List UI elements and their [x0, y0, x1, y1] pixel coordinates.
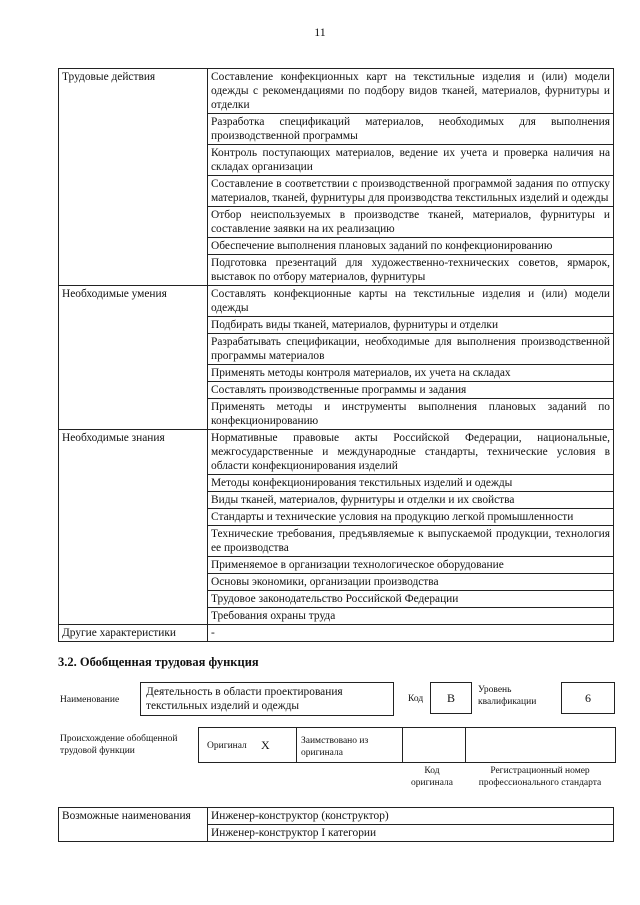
possible-names-table — [58, 807, 614, 842]
group-item: - — [208, 625, 614, 642]
group-item: Составлять конфекционные карты на текстильные изделия и (или) модели одежды — [208, 286, 614, 317]
group-item: Стандарты и технические условия на продукцию легкой промышленности — [208, 509, 614, 526]
group-item: Составление в соответствии с производственной программой задания по отпуску материалов, тканей, фурнитуры для производства текстильных изделий и одежды — [208, 176, 614, 207]
group-item: Контроль поступающих материалов, ведение их учета и проверка наличия на складах организации — [208, 145, 614, 176]
group-item: Методы конфекционирования текстильных изделий и одежды — [208, 475, 614, 492]
code-label: Код — [408, 694, 424, 704]
section-heading: 3.2. Обобщенная трудовая функция — [58, 655, 259, 669]
divider — [402, 728, 403, 762]
table-row — [59, 625, 614, 642]
labor-functions-table — [58, 68, 614, 642]
origin-code-caption: Код оригинала — [411, 766, 453, 788]
name-label: Наименование — [60, 695, 120, 705]
possible-name-item: Инженер-конструктор I категории — [208, 825, 614, 842]
reg-number-caption: Регистрационный номер профессионального стандарта — [478, 766, 602, 788]
origin-box — [198, 727, 616, 763]
group-item: Основы экономики, организации производства — [208, 574, 614, 591]
group-item: Применять методы контроля материалов, их учета на складах — [208, 365, 614, 382]
group-item: Требования охраны труда — [208, 608, 614, 625]
divider — [465, 728, 466, 762]
table-row — [59, 286, 614, 317]
original-mark: X — [261, 738, 270, 752]
table-row — [59, 69, 614, 114]
divider — [296, 728, 297, 762]
group-item: Виды тканей, материалов, фурнитуры и отделки и их свойства — [208, 492, 614, 509]
original-label: Оригинал — [207, 741, 247, 751]
page-number: 11 — [314, 25, 326, 39]
possible-names-label: Возможные наименования — [59, 808, 208, 842]
borrowed-label: Заимствовано из оригинала — [301, 736, 369, 758]
table-row — [59, 430, 614, 475]
group-item: Разрабатывать спецификации, необходимые для выполнения производственной программы материалов — [208, 334, 614, 365]
group-item: Отбор неиспользуемых в производстве тканей, материалов, фурнитуры и составление заявки на их реализацию — [208, 207, 614, 238]
group-item: Разработка спецификаций материалов, необходимых для выполнения производственной программы — [208, 114, 614, 145]
possible-name-item: Инженер-конструктор (конструктор) — [208, 808, 614, 825]
group-label: Трудовые действия — [59, 69, 208, 286]
group-item: Составление конфекционных карт на текстильные изделия и (или) модели одежды с рекомендациями по подбору видов тканей, материалов, фурнитуры и отделки — [208, 69, 614, 114]
group-item: Применять методы и инструменты выполнения плановых заданий по конфекционированию — [208, 399, 614, 430]
group-item: Подбирать виды тканей, материалов, фурнитуры и отделки — [208, 317, 614, 334]
group-label: Необходимые знания — [59, 430, 208, 625]
level-value: 6 — [561, 682, 615, 714]
group-item: Трудовое законодательство Российской Федерации — [208, 591, 614, 608]
code-value: B — [430, 682, 472, 714]
name-value: Деятельность в области проектирования текстильных изделий и одежды — [146, 686, 343, 712]
group-item: Применяемое в организации технологическое оборудование — [208, 557, 614, 574]
name-box — [140, 682, 394, 716]
group-item: Технические требования, предъявляемые к выпускаемой продукции, технология ее производства — [208, 526, 614, 557]
group-label: Другие характеристики — [59, 625, 208, 642]
group-item: Обеспечение выполнения плановых заданий по конфекционированию — [208, 238, 614, 255]
origin-label: Происхождение обобщенной трудовой функции — [60, 734, 178, 756]
group-item: Подготовка презентаций для художественно-технических советов, ярмарок, выставок по отбору материалов, фурнитуры — [208, 255, 614, 286]
group-item: Составлять производственные программы и задания — [208, 382, 614, 399]
level-label: Уровень квалификации — [478, 685, 537, 707]
group-item: Нормативные правовые акты Российской Федерации, национальные, межгосударственные и международные стандарты, технические условия в области конфекционирования изделий — [208, 430, 614, 475]
group-label: Необходимые умения — [59, 286, 208, 430]
